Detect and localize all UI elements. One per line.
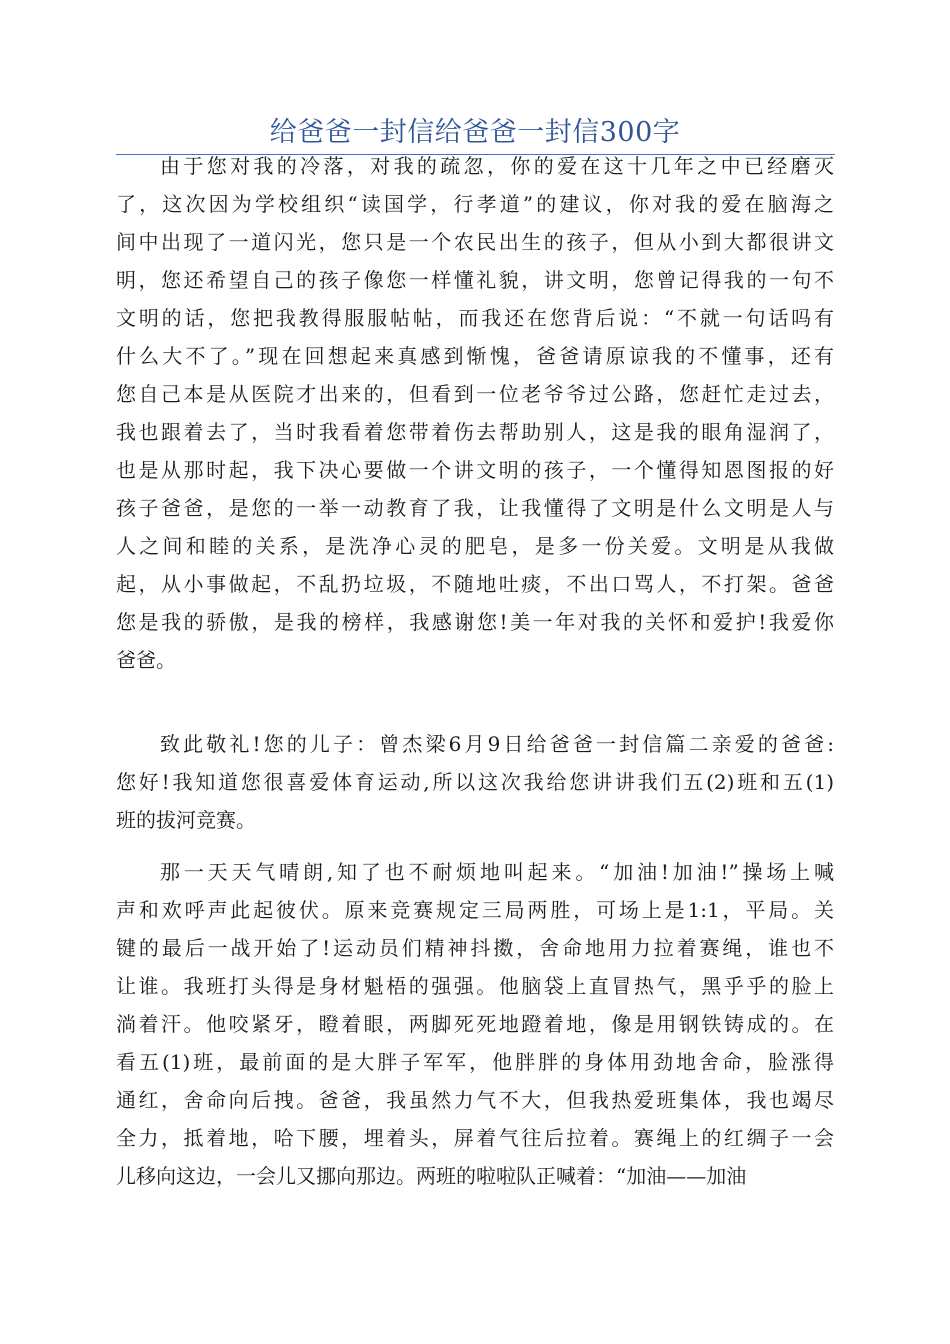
- paragraph-line: 您自己本是从医院才出来的，但看到一位老爷爷过公路，您赶忙走过去，: [116, 382, 834, 406]
- document-body-2: [116, 725, 834, 860]
- paragraph-3: [116, 853, 834, 1195]
- document-title: 给爸爸一封信给爸爸一封信300字: [269, 117, 681, 148]
- paragraph-line: 通红，舍命向后拽。爸爸，我虽然力气不大，但我热爱班集体，我也竭尽: [116, 1088, 834, 1112]
- paragraph-line: 爸爸。: [116, 648, 176, 672]
- paragraph-line: 让谁。我班打头得是身材魁梧的强强。他脑袋上直冒热气，黑乎乎的脸上: [116, 974, 834, 998]
- paragraph-line: 您是我的骄傲，是我的榜样，我感谢您!美一年对我的关怀和爱护!我爱你: [116, 610, 834, 634]
- paragraph-1: [116, 147, 834, 679]
- paragraph-line: 间中出现了一道闪光，您只是一个农民出生的孩子，但从小到大都很讲文: [116, 230, 834, 254]
- paragraph-line: 全力，抵着地，哈下腰，埋着头，屏着气往后拉着。赛绳上的红绸子一会: [116, 1126, 834, 1150]
- paragraph-line: 什么大不了。”现在回想起来真感到惭愧，爸爸请原谅我的不懂事，还有: [116, 344, 834, 368]
- paragraph-line: 人之间和睦的关系，是洗净心灵的肥皂，是多一份关爱。文明是从我做: [116, 534, 834, 558]
- paragraph-line: 键的最后一战开始了!运动员们精神抖擞，舍命地用力拉着赛绳，谁也不: [116, 936, 834, 960]
- paragraph-line: 由于您对我的冷落，对我的疏忽，你的爱在这十几年之中已经磨灭: [160, 154, 834, 178]
- paragraph-line: 我也跟着去了，当时我看着您带着伤去帮助别人，这是我的眼角湿润了，: [116, 420, 834, 444]
- paragraph-line: 声和欢呼声此起彼伏。原来竞赛规定三局两胜，可场上是1:1，平局。关: [116, 898, 834, 922]
- paragraph-line: 看五(1)班，最前面的是大胖子军军，他胖胖的身体用劲地舍命，脸涨得: [116, 1050, 834, 1074]
- paragraph-line: 您好!我知道您很喜爱体育运动,所以这次我给您讲讲我们五(2)班和五(1): [116, 770, 834, 794]
- paragraph-line: 致此敬礼!您的儿子：曾杰梁6月9日给爸爸一封信篇二亲爱的爸爸:: [160, 732, 834, 756]
- paragraph-line: 孩子爸爸，是您的一举一动教育了我，让我懂得了文明是什么文明是人与: [116, 496, 834, 520]
- paragraph-line: 文明的话，您把我教得服服帖帖，而我还在您背后说：“不就一句话吗有: [116, 306, 834, 330]
- paragraph-line: 明，您还希望自己的孩子像您一样懂礼貌，讲文明，您曾记得我的一句不: [116, 268, 834, 292]
- paragraph-line: 起，从小事做起，不乱扔垃圾，不随地吐痰，不出口骂人，不打架。爸爸: [116, 572, 834, 596]
- paragraph-line: 淌着汗。他咬紧牙，瞪着眼，两脚死死地蹬着地，像是用钢铁铸成的。在: [116, 1012, 834, 1036]
- paragraph-line: 也是从那时起，我下决心要做一个讲文明的孩子，一个懂得知恩图报的好: [116, 458, 834, 482]
- paragraph-2: [116, 725, 834, 839]
- document-body-3: [116, 853, 834, 1216]
- document-body: [116, 147, 834, 700]
- paragraph-line: 班的拔河竞赛。: [116, 808, 256, 832]
- paragraph-line: 那一天天气晴朗,知了也不耐烦地叫起来。“加油!加油!”操场上喊: [160, 860, 834, 884]
- paragraph-line: 了，这次因为学校组织“读国学，行孝道”的建议，你对我的爱在脑海之: [116, 192, 834, 216]
- paragraph-line: 儿移向这边，一会儿又挪向那边。两班的啦啦队正喊着：“加油——加油: [116, 1164, 747, 1188]
